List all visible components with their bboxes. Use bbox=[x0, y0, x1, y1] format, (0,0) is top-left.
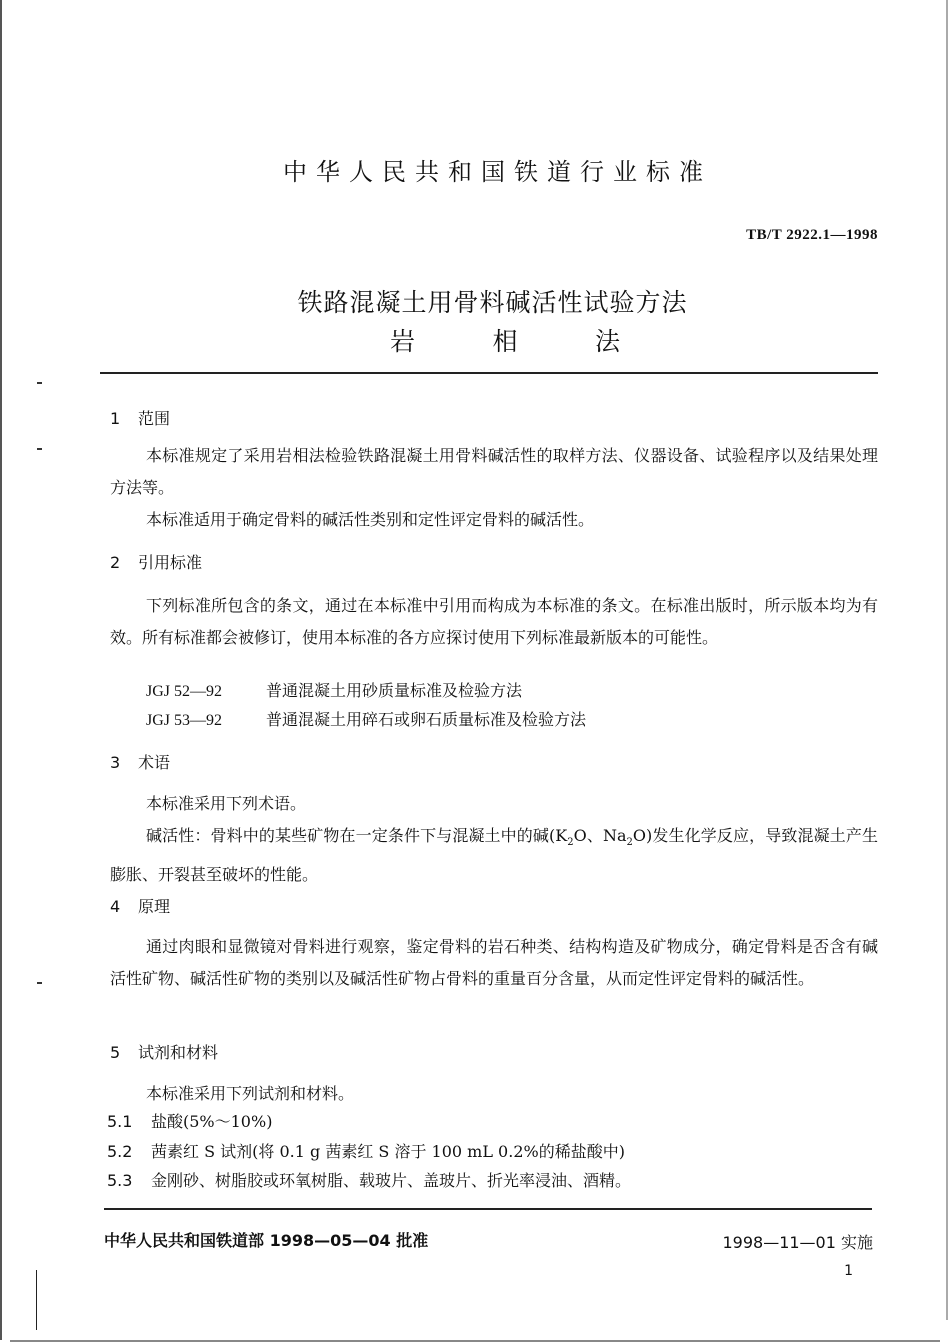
org-title: 中华人民共和国铁道行业标准 bbox=[283, 158, 712, 186]
effective-date: 1998—11—01 实施 bbox=[722, 1233, 873, 1252]
subtitle-char: 法 bbox=[594, 327, 620, 356]
material-item bbox=[107, 1139, 625, 1162]
section-title: 术语 bbox=[138, 753, 171, 772]
section-number: 1 bbox=[110, 409, 121, 428]
section-heading bbox=[110, 550, 202, 573]
definition-paragraph bbox=[110, 820, 878, 891]
item-number: 5.1 bbox=[107, 1112, 133, 1131]
paragraph: 本标准规定了采用岩相法检验铁路混凝土用骨料碱活性的取样方法、仪器设备、试验程序以及结果处理方法等。 bbox=[110, 446, 878, 497]
paragraph: 下列标准所包含的条文，通过在本标准中引用而构成为本标准的条文。在标准出版时，所示版本均为有效。所有标准都会被修订，使用本标准的各方应探讨使用下列标准最新版本的可能性。 bbox=[110, 596, 878, 647]
material-item bbox=[107, 1168, 631, 1191]
material-item bbox=[107, 1109, 272, 1132]
scan-mark bbox=[37, 382, 42, 384]
reference-title: 普通混凝土用碎石或卵石质量标准及检验方法 bbox=[266, 710, 587, 729]
definition-text: 碱活性：骨料中的某些矿物在一定条件下与混凝土中的碱(K bbox=[146, 826, 568, 845]
section-title: 范围 bbox=[138, 409, 171, 428]
section-title: 试剂和材料 bbox=[138, 1043, 219, 1062]
paragraph: 本标准采用下列术语。 bbox=[146, 794, 307, 813]
item-number: 5.2 bbox=[107, 1142, 133, 1161]
section-number: 5 bbox=[110, 1043, 121, 1062]
section-heading bbox=[110, 750, 170, 773]
page-number: 1 bbox=[844, 1263, 853, 1279]
footer-rule bbox=[104, 1208, 872, 1210]
item-number: 5.3 bbox=[107, 1171, 133, 1190]
section-heading bbox=[110, 894, 170, 917]
section-number: 4 bbox=[110, 897, 121, 916]
scan-mark bbox=[37, 982, 42, 984]
section-number: 3 bbox=[110, 753, 121, 772]
reference-title: 普通混凝土用砂质量标准及检验方法 bbox=[266, 681, 523, 700]
section-title: 引用标准 bbox=[138, 553, 203, 572]
approval-statement: 中华人民共和国铁道部 1998—05—04 批准 bbox=[104, 1231, 429, 1250]
reference-code: JGJ 53—92 bbox=[146, 712, 223, 729]
paragraph: 本标准采用下列试剂和材料。 bbox=[146, 1084, 355, 1103]
document-subtitle bbox=[390, 322, 620, 358]
document-title: 铁路混凝土用骨料碱活性试验方法 bbox=[297, 288, 688, 317]
item-text: 茜素红 S 试剂(将 0.1 g 茜素红 S 溶于 100 mL 0.2%的稀盐酸中) bbox=[151, 1142, 625, 1161]
standard-code: TB/T 2922.1—1998 bbox=[746, 227, 878, 243]
scan-edge-bottom bbox=[10, 1340, 940, 1342]
section-number: 2 bbox=[110, 553, 121, 572]
item-text: 盐酸(5%～10%) bbox=[151, 1112, 273, 1131]
reference-code: JGJ 52—92 bbox=[146, 683, 223, 700]
section-heading bbox=[110, 406, 170, 429]
subtitle-char: 岩 bbox=[390, 327, 416, 356]
paragraph: 本标准适用于确定骨料的碱活性类别和定性评定骨料的碱活性。 bbox=[146, 510, 595, 529]
scan-mark bbox=[37, 448, 42, 450]
reference-item bbox=[146, 678, 522, 701]
subscript: 2 bbox=[567, 837, 574, 849]
item-text: 金刚砂、树脂胶或环氧树脂、载玻片、盖玻片、折光率浸油、酒精。 bbox=[151, 1171, 632, 1190]
scan-mark-bottom-left bbox=[36, 1270, 37, 1330]
section-heading bbox=[110, 1040, 218, 1063]
paragraph: 通过肉眼和显微镜对骨料进行观察，鉴定骨料的岩石种类、结构构造及矿物成分，确定骨料是否含有碱活性矿物、碱活性矿物的类别以及碱活性矿物占骨料的重量百分含量，从而定性评定骨料的碱活性。 bbox=[110, 937, 878, 988]
definition-text: O、Na bbox=[573, 826, 627, 845]
definition-text: O)发生化学反应，导致混凝土产生膨胀、开裂甚至破坏的性能。 bbox=[110, 826, 878, 885]
section-title: 原理 bbox=[138, 897, 171, 916]
scan-edge-right bbox=[946, 0, 948, 1320]
reference-item bbox=[146, 707, 586, 730]
subscript: 2 bbox=[626, 837, 633, 849]
header-rule bbox=[100, 372, 878, 374]
subtitle-char: 相 bbox=[492, 327, 518, 356]
scan-edge-left bbox=[0, 0, 2, 1340]
